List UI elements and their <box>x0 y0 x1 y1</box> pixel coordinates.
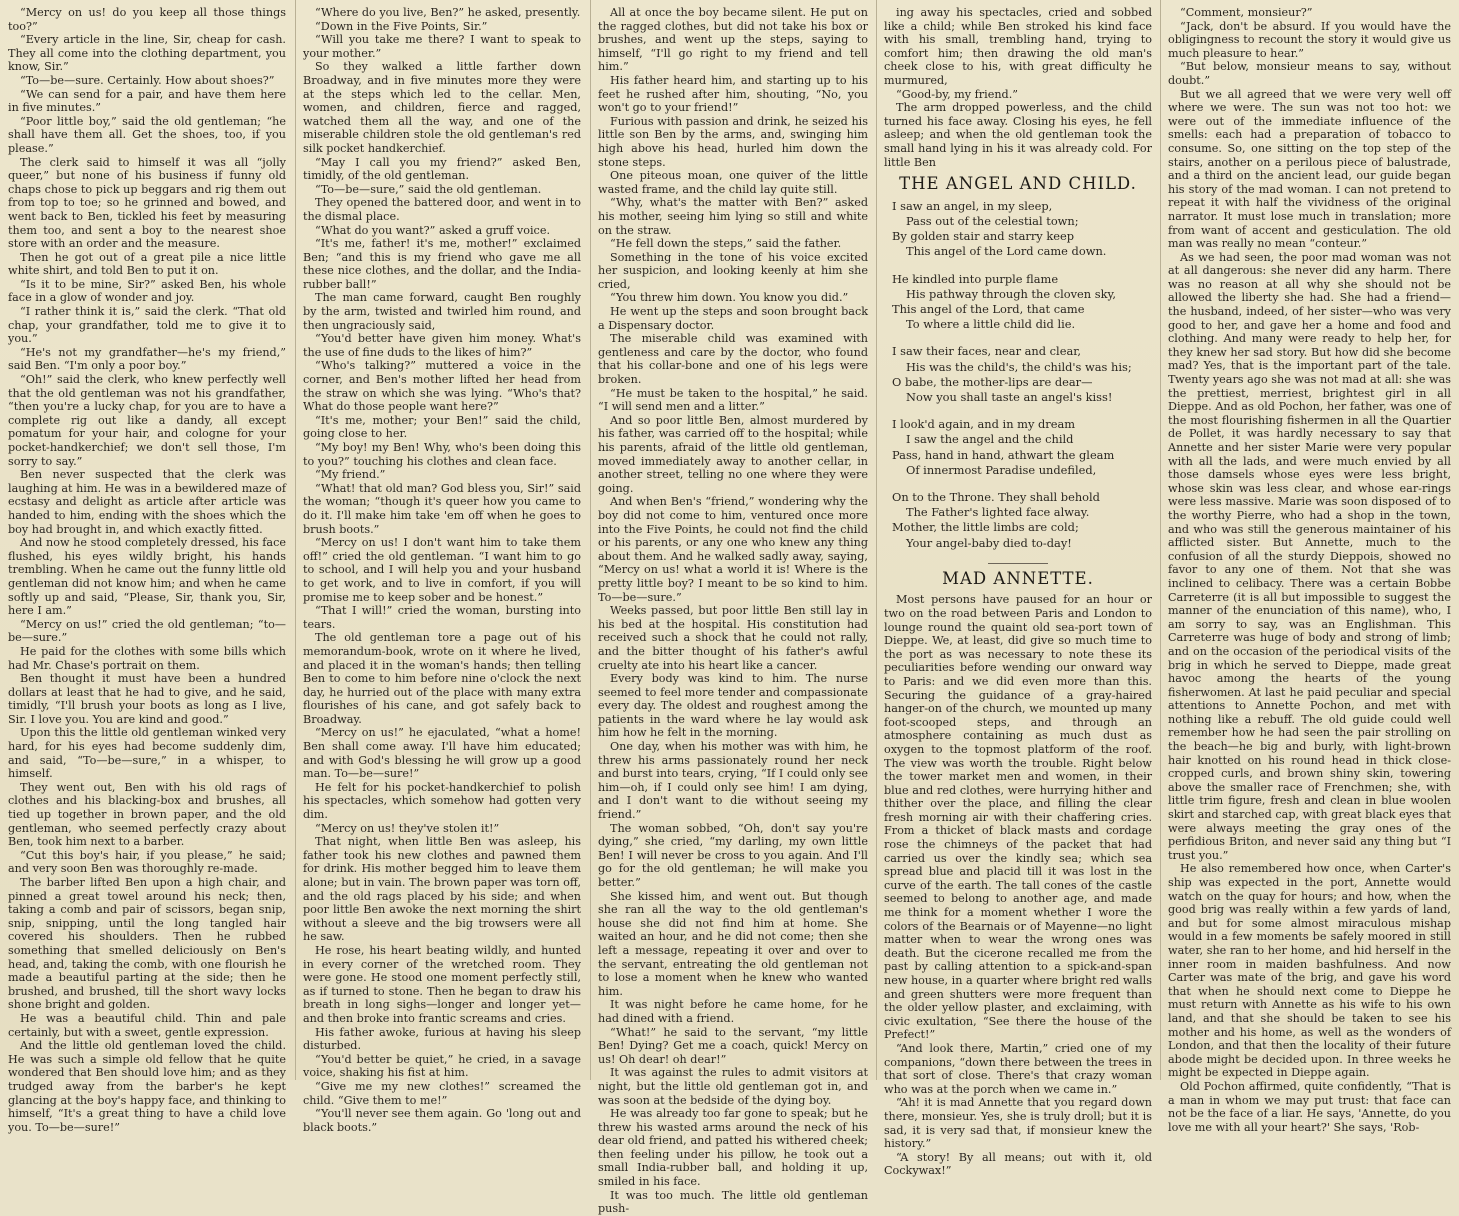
paragraph: “That I will!” cried the woman, bursting into tears. <box>303 604 581 631</box>
poem-line: Your angel-baby died to-day! <box>906 535 1072 550</box>
poem-stanza <box>892 199 1152 260</box>
paragraph: That night, when little Ben was asleep, his father took his new clothes and pawned them for drink. His mother begged him to leave them alone; but in vain. The brown paper was torn off, and the old rags placed by his side; and when poor little Ben awoke the next morning the shirt without a sleeve and the big trowsers were all he saw. <box>303 835 581 944</box>
paragraph: ing away his spectacles, cried and sobbed like a child; while Ben stroked his kind face with his small, trembling hand, trying to comfort him; then drawing the old man's cheek close to his, with great difficulty he murmured, <box>884 6 1152 87</box>
story-title: MAD ANNETTE. <box>942 568 1094 588</box>
story-continuation <box>884 6 1152 169</box>
paragraph: “What!” he said to the servant, “my little Ben! Dying? Get me a coach, quick! Mercy on us! Oh dear! oh dear!” <box>598 1025 868 1066</box>
paragraph: Every body was kind to him. The nurse seemed to feel more tender and compassionate every day. The oldest and roughest among the patients in the ward where he lay would ask him how he felt in the morning. <box>598 672 868 740</box>
paragraph: “Give me my new clothes!” screamed the child. “Give them to me!” <box>303 1079 581 1107</box>
poem-line: To where a little child did lie. <box>906 317 1076 332</box>
poem <box>884 199 1152 551</box>
paragraph: He was already too far gone to speak; but he threw his wasted arms around the neck of his dear old friend, and patted his withered cheek; then feeling under his pillow, he took out a small India-rubber ball, and holding it up, smiled in his face. <box>598 1107 868 1189</box>
mad-annette-story <box>884 593 1152 1178</box>
poem-stanza <box>892 490 1152 551</box>
poem-line: I look'd again, and in my dream <box>892 417 1076 432</box>
poem-line: I saw their faces, near and clear, <box>892 344 1082 359</box>
paragraph: The woman sobbed, “Oh, don't say you're dying,” she cried, “my darling, my own little Ben! I will never be cross to you again. And I'll go for the old gentleman; he will make you better.” <box>598 821 868 889</box>
paragraph: They went out, Ben with his old rags of clothes and his blacking-box and brushes, all tied up together in brown paper, and the old gentleman, who seemed perfectly crazy about Ben, took him next to a barber. <box>8 780 286 849</box>
paragraph: All at once the boy became silent. He put on the ragged clothes, but did not take his box or brushes, and went up the steps, saying to himself, “I'll go right to my friend and tell him.” <box>598 6 868 74</box>
paragraph: Most persons have paused for an hour or two on the road between Paris and London to lounge round the quaint old sea-port town of Dieppe. We, at least, did give so much time to the port as was necessary to note these its peculiarities before wending our onward way to Paris: and we did even more than this. Securing the guidance of a gray-haired hanger-on of the church, we mounted up many foot-scooped steps, and through an atmosphere containing as much dust as oxygen to the topmost platform of the roof. The view was worth the trouble. Right below the tower market men and women, in their blue and red clothes, were hurrying hither and thither over the place, and filling the clear fresh morning air with their chaffering cries. From a thicket of black masts and cordage rose the chimneys of the packet that had carried us over the kindly sea; which sea spread blue and placid till it was lost in the curve of the earth. The tall cones of the castle seemed to belong to another age, and made me think for a moment whether I wore the colors of the Bearnais or of Mayenne—no light matter when to wear the wrong ones was death. But the cicerone recalled me from the past by calling attention to a spick-and-span new house, in a quarter where bright red walls and green shutters were more frequent than the older yellow plaster, and exclaiming, with civic exultation, “See there the house of the Prefect!” <box>884 593 1152 1042</box>
paragraph: The clerk said to himself it was all “jolly queer,” but none of his business if funny old chaps chose to pick up beggars and rig them out from top to toe; so he grinned and bowed, and went back to Ben, tickled his feet by measuring them too, and sent a boy to the nearest shoe store with an order and the measure. <box>8 155 286 251</box>
poem-stanza <box>892 272 1152 333</box>
paragraph: “What do you want?” asked a gruff voice. <box>315 223 550 237</box>
paragraph: “To—be—sure,” said the old gentleman. <box>315 182 542 196</box>
paragraph: One piteous moan, one quiver of the little wasted frame, and the child lay quite still. <box>598 169 868 196</box>
paragraph: They opened the battered door, and went in to the dismal place. <box>303 196 581 223</box>
paragraph: “Who's talking?” muttered a voice in the corner, and Ben's mother lifted her head from the straw on which she was lying. “Who's that? What do those people want here?” <box>303 359 581 414</box>
paragraph: “He fell down the steps,” said the father. <box>610 237 842 251</box>
column-3 <box>598 6 868 1216</box>
paragraph: “Where do you live, Ben?” he asked, presently. <box>315 6 581 19</box>
paragraph: The miserable child was examined with gentleness and care by the doctor, who found that his collar-bone and one of his legs were broken. <box>598 332 868 387</box>
column-rule <box>295 0 296 1080</box>
paragraph: The arm dropped powerless, and the child turned his face away. Closing his eyes, he fell asleep; and when the old gentleman took the small hand lying in his it was already cold. For little Ben <box>884 101 1152 169</box>
paragraph: “May I call you my friend?” asked Ben, timidly, of the old gentleman. <box>303 155 581 183</box>
paragraph: “Ah! it is mad Annette that you regard down there, monsieur. Yes, she is truly droll; but it is sad, it is very sad that, if monsieur knew the history.” <box>884 1096 1152 1151</box>
paragraph: “Good-by, my friend.” <box>896 87 1018 101</box>
paragraph: “Jack, don't be absurd. If you would have the obligingness to recount the story it would give us much pleasure to hear.” <box>1168 19 1451 60</box>
paragraph: He rose, his heart beating wildly, and hunted in every corner of the wretched room. They were gone. He stood one moment perfectly still, as if turned to stone. Then he began to draw his breath in long sighs—longer and longer yet—and then broke into frantic screams and cries. <box>303 943 581 1025</box>
paragraph: He also remembered how once, when Carter's ship was expected in the port, Annette would watch on the quay for hours; and how, when the good brig was really within a few yards of land, and but for some almost miraculous mishap would in a few moments be safely moored in still water, she ran to her home, and hid herself in the inner room in maiden bashfulness. And now Carter was mate of the brig, and gave his word that when he should next come to Dieppe he must return with Annette as his wife to his own land, and that she should be taken to see his mother and his home, as well as the wonders of London, and that then the locality of their future abode might be decided upon. In three weeks he might be expected in Dieppe again. <box>1168 862 1451 1080</box>
poem-line: The Father's lighted face alway. <box>906 505 1090 520</box>
paragraph: “You'll never see them again. Go 'long out and black boots.” <box>303 1107 581 1134</box>
divider <box>988 563 1048 564</box>
paragraph: “But below, monsieur means to say, without doubt.” <box>1168 60 1451 87</box>
paragraph: It was too much. The little old gentleman push- <box>598 1188 868 1216</box>
poem-line: Pass, hand in hand, athwart the gleam <box>892 447 1115 462</box>
poem-line: This angel of the Lord, that came <box>892 301 1085 316</box>
paragraph: The barber lifted Ben upon a high chair, and pinned a great towel around his neck; then, taking a comb and pair of scissors, began snip, snip, snipping, until the long tangled hair covered his shoulders. Then he rubbed something that smelled deliciously on Ben's head, and, taking the comb, with one flourish he made a beautiful parting at the side; then he brushed, and brushed, till the short wavy locks shone bright and golden. <box>8 876 286 1012</box>
paragraph: “Comment, monsieur?” <box>1180 6 1313 19</box>
paragraph: “You'd better be quiet,” he cried, in a savage voice, shaking his fist at him. <box>303 1052 581 1080</box>
poem-line: O babe, the mother-lips are dear— <box>892 374 1093 389</box>
poem-title: THE ANGEL AND CHILD. <box>899 174 1137 194</box>
poem-line: He kindled into purple flame <box>892 271 1059 286</box>
paragraph: And so poor little Ben, almost murdered by his father, was carried off to the hospital; while his parents, afraid of the little old gentleman, moved immediately away to another cellar, in another street, telling no one where they were going. <box>598 413 868 495</box>
paragraph: “It's me, father! it's me, mother!” exclaimed Ben; “and this is my friend who gave me all these nice clothes, and the dollar, and the India-rubber ball!” <box>303 237 581 291</box>
paragraph: Weeks passed, but poor little Ben still lay in his bed at the hospital. His constitution had received such a shock that he could not rally, and the bitter thought of his father's awful cruelty ate into his heart like a cancer. <box>598 604 868 672</box>
column-rule <box>1160 0 1161 1080</box>
paragraph: “Down in the Five Points, Sir.” <box>315 19 488 33</box>
poem-line: This angel of the Lord came down. <box>906 244 1107 259</box>
paragraph: “I rather think it is,” said the clerk. “That old chap, your grandfather, told me to give it to you.” <box>8 305 286 346</box>
paragraph: It was night before he came home, for he had dined with a friend. <box>598 998 868 1025</box>
paragraph: “Will you take me there? I want to speak to your mother.” <box>303 33 581 60</box>
paragraph: “Mercy on us! I don't want him to take them off!” cried the old gentleman. “I want him to go to school, and I will help you and your husband to get work, and to live in comfort, if you will promise me to keep sober and be honest.” <box>303 536 581 604</box>
column-1 <box>8 6 286 1134</box>
paragraph: And the little old gentleman loved the child. He was such a simple old fellow that he quite wondered that Ben should love him; and as they trudged away from the barber's he kept glancing at the boy's happy face, and thinking to himself, “It's a great thing to have a child love you. To—be—sure!” <box>8 1039 286 1134</box>
paragraph: “Mercy on us! they've stolen it!” <box>315 821 500 835</box>
paragraph: So they walked a little farther down Broadway, and in five minutes more they were at the steps which led to the cellar. Men, women, and children, fierce and ragged, watched them all the way, and one of the miserable children stole the old gentleman's red silk pocket handkerchief. <box>303 60 581 155</box>
paragraph: He went up the steps and soon brought back a Dispensary doctor. <box>598 305 868 332</box>
paragraph: Ben never suspected that the clerk was laughing at him. He was in a bewildered maze of ecstasy and delight as article after article was handed to him, ending with the shoes which the boy had brought in, and which exactly fitted. <box>8 468 286 536</box>
paragraph: “My friend.” <box>315 468 386 482</box>
paragraph: But we all agreed that we were very well off where we were. The sun was not too hot: we were out of the immediate influence of the smells: each had a preparation of tobacco to consume. So, one sitting on the top step of the stairs, another on a perilous piece of balustrade, and a third on the ancient lead, our guide began his story of the mad woman. I can not pretend to repeat it with half the vividness of the original narrator. It must lose much in translation; more from want of accent and gesticulation. The old man was really no mean “conteur.” <box>1168 87 1451 251</box>
paragraph: “A story! By all means; out with it, old Cockywax!” <box>884 1150 1152 1178</box>
paragraph: Ben thought it must have been a hundred dollars at least that he had to give, and he said, timidly, “I'll brush your boots as long as I live, Sir. I love you. You are kind and good.” <box>8 672 286 726</box>
poem-line: On to the Throne. They shall behold <box>892 489 1100 504</box>
poem-line: Mother, the little limbs are cold; <box>892 520 1079 535</box>
paragraph: “Is it to be mine, Sir?” asked Ben, his whole face in a glow of wonder and joy. <box>8 277 286 305</box>
column-4 <box>884 6 1152 1178</box>
paragraph: “Cut this boy's hair, if you please,” he said; and very soon Ben was thoroughly re-made. <box>8 848 286 876</box>
paragraph: Old Pochon affirmed, quite confidently, “That is a man in whom we may put trust: that face can not be the face of a liar. He says, 'Annette, do you love me with all your heart?' She says, 'Rob- <box>1168 1079 1451 1134</box>
paragraph: Then he got out of a great pile a nice little white shirt, and told Ben to put it on. <box>8 250 286 278</box>
paragraph: He paid for the clothes with some bills which had Mr. Chase's portrait on them. <box>8 644 286 672</box>
paragraph: And when Ben's “friend,” wondering why the boy did not come to him, ventured once more into the Five Points, he could not find the child or his parents, or any one who knew any thing about them. And he walked sadly away, saying, “Mercy on us! what a world it is! Where is the pretty little boy? I meant to be so kind to him. To—be—sure.” <box>598 495 868 604</box>
paragraph: One day, when his mother was with him, he threw his arms passionately round her neck and burst into tears, crying, “If I could only see him—oh, if I could only see him! I am dying, and I don't want to die without seeing my friend.” <box>598 740 868 822</box>
paragraph: “Every article in the line, Sir, cheap for cash. They all come into the clothing department, you know, Sir.” <box>8 33 286 74</box>
paragraph: Furious with passion and drink, he seized his little son Ben by the arms, and, swinging him high above his head, hurled him down the stone steps. <box>598 114 868 169</box>
poem-line: By golden stair and starry keep <box>892 229 1075 244</box>
poem-line: Pass out of the celestial town; <box>906 213 1079 228</box>
paragraph: His father awoke, furious at having his sleep disturbed. <box>303 1025 581 1053</box>
poem-line: I saw an angel, in my sleep, <box>892 198 1053 213</box>
poem-line: I saw the angel and the child <box>906 432 1074 447</box>
paragraph: His father heard him, and starting up to his feet he rushed after him, shouting, “No, you won't go to your friend!” <box>598 73 868 115</box>
paragraph: “He must be taken to the hospital,” he said. “I will send men and a litter.” <box>598 386 868 414</box>
paragraph: “Oh!” said the clerk, who knew perfectly well that the old gentleman was not his grandfather, “then you're a lucky chap, for you are to have a complete rig out like a dandy, all except pomatum for your hair, and cologne for your pocket-handkerchief; we don't sell those, I'm sorry to say.” <box>8 373 286 468</box>
column-5 <box>1168 6 1451 1134</box>
paragraph: He felt for his pocket-handkerchief to polish his spectacles, which somehow had gotten very dim. <box>303 780 581 822</box>
paragraph: “Why, what's the matter with Ben?” asked his mother, seeing him lying so still and white on the straw. <box>598 196 868 237</box>
paragraph: “Mercy on us!” cried the old gentleman; “to—be—sure.” <box>8 617 286 645</box>
paragraph: It was against the rules to admit visitors at night, but the little old gentleman got in, and was soon at the bedside of the dying boy. <box>598 1066 868 1107</box>
paragraph: “He's not my grandfather—he's my friend,” said Ben. “I'm only a poor boy.” <box>8 345 286 373</box>
paragraph: And now he stood completely dressed, his face flushed, his eyes wildly bright, his hands trembling. When he came out the funny little old gentleman did not know him; and when he came softly up and said, “Please, Sir, thank you, Sir, here I am.” <box>8 536 286 618</box>
column-2 <box>303 6 581 1134</box>
poem-line: Now you shall taste an angel's kiss! <box>906 389 1113 404</box>
paragraph: “You threw him down. You know you did.” <box>610 291 849 305</box>
paragraph: He was a beautiful child. Thin and pale certainly, but with a sweet, gentle expression. <box>8 1011 286 1039</box>
paragraph: “What! that old man? God bless you, Sir!” said the woman; “though it's queer how you came to do it. I'll make him take 'em off when he goes to brush boots.” <box>303 481 581 536</box>
poem-stanza <box>892 344 1152 405</box>
paragraph: “My boy! my Ben! Why, who's been doing this to you?” touching his clothes and clean face. <box>303 441 581 468</box>
paragraph: “You'd better have given him money. What's the use of fine duds to the likes of him?” <box>303 332 581 359</box>
paragraph: “It's me, mother; your Ben!” said the child, going close to her. <box>303 413 581 441</box>
poem-line: His pathway through the cloven sky, <box>906 286 1117 301</box>
paragraph: Something in the tone of his voice excited her suspicion, and looking keenly at him she cried, <box>598 250 868 291</box>
poem-stanza <box>892 417 1152 478</box>
column-rule <box>876 0 877 1080</box>
poem-line: His was the child's, the child's was his; <box>906 359 1132 374</box>
paragraph: The old gentleman tore a page out of his memorandum-book, wrote on it where he lived, and placed it in the woman's hands; then telling Ben to come to him before nine o'clock the next day, he hurried out of the place with many extra flourishes of his cane, and got safely back to Broadway. <box>303 631 581 726</box>
paragraph: “Mercy on us!” he ejaculated, “what a home! Ben shall come away. I'll have him educated; and with God's blessing he will grow up a good man. To—be—sure!” <box>303 726 581 781</box>
paragraph: “Mercy on us! do you keep all those things too?” <box>8 6 286 33</box>
paragraph: The man came forward, caught Ben roughly by the arm, twisted and twirled him round, and then ungraciously said, <box>303 291 581 332</box>
paragraph: Upon this the little old gentleman winked very hard, for his eyes had become suddenly dim, and said, “To—be—sure,” in a whisper, to himself. <box>8 726 286 781</box>
paragraph: “We can send for a pair, and have them here in five minutes.” <box>8 87 286 115</box>
paragraph: “And look there, Martin,” cried one of my companions, “down there between the trees in that sort of close. There's that crazy woman who was at the porch when we came in.” <box>884 1041 1152 1096</box>
paragraph: She kissed him, and went out. But though she ran all the way to the old gentleman's house she did not find him at home. She waited an hour, and he did not come; then she left a message, repeating it over and over to the servant, entreating the old gentleman not to lose a moment when he knew who wanted him. <box>598 889 868 998</box>
paragraph: “Poor little boy,” said the old gentleman; “he shall have them all. Get the shoes, too, if you please.” <box>8 114 286 155</box>
column-rule <box>590 0 591 1080</box>
paragraph: “To—be—sure. Certainly. How about shoes?” <box>20 73 275 87</box>
poem-line: Of innermost Paradise undefiled, <box>906 462 1097 477</box>
paragraph: As we had seen, the poor mad woman was not at all dangerous: she never did any harm. There was no reason at all why she should not be allowed the liberty she had. She had a friend—the husband, indeed, of her sister—who was very good to her, and gave her a home and food and clothing. And many were ready to help her, for they knew her sad story. But how did she become mad? Yes, that is the important part of the tale. Twenty years ago she was not mad at all: she was the prettiest, merriest, brightest girl in all Dieppe. And as old Pochon, her father, was one of the most flourishing fishermen in all the Quartier de Pollet, it was hardly necessary to say that Annette and her sister Marie were very popular with all the lads, and were much envied by all those damsels whose eyes were less bright, whose skin was less clear, and whose ear-rings were less massive. Marie was soon disposed of to the worthy Pierre, who had a shop in the town, and who was still the generous maintainer of his afflicted sister. But Annette, much to the confusion of all the sturdy Dieppois, showed no favor to any one of them. Not that she was inclined to celibacy. There was a certain Bobbe Carreterre (it is all but impossible to suggest the manner of the enunciation of this name), who, I am sorry to say, was an Englishman. This Carreterre was huge of body and strong of limb; and on the occasion of the periodical visits of the brig in which he served to Dieppe, made great havoc among the hearts of the young fisherwomen. At last he paid peculiar and special attentions to Annette Pochon, and met with nothing like a rebuff. The old guide could well remember how he had seen the pair strolling on the beach—he big and burly, with light-brown hair knotted on his round head in thick close-cropped curls, and brown shiny skin, towering above the smaller race of Frenchmen; she, with little trim figure, fresh and clean in blue woolen skirt and starched cap, with great black eyes that were always meeting the gray ones of the perfidious Briton, and never said any thing but “I trust you.” <box>1168 250 1451 862</box>
